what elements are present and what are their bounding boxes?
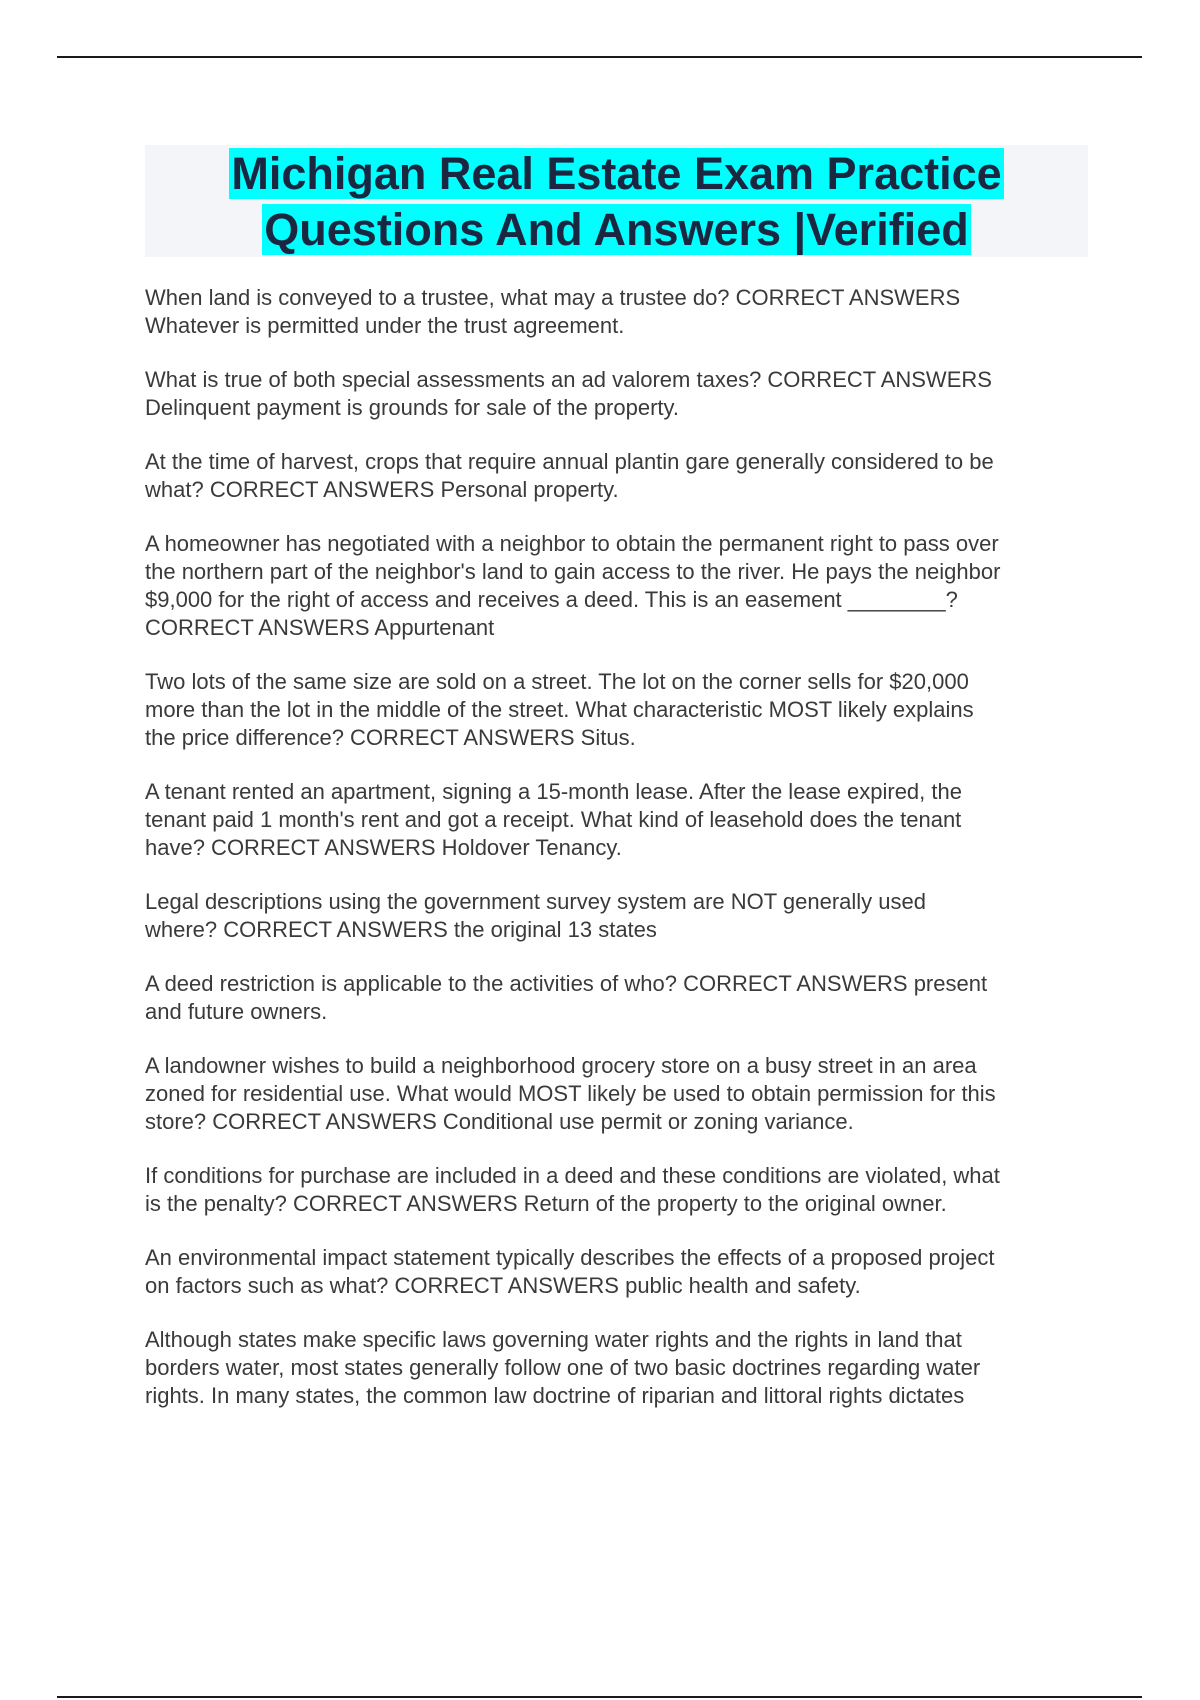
qa-item-10: If conditions for purchase are included in a deed and these conditions are violated, what is the penalty? CORRECT ANSWERS Return of the property to the original owner. [145, 1163, 1000, 1216]
qa-list [145, 284, 1090, 1436]
qa-item-3: At the time of harvest, crops that require annual plantin gare generally considered to be what? CORRECT ANSWERS Personal property. [145, 449, 994, 502]
qa-item-12: Although states make specific laws governing water rights and the rights in land that borders water, most states generally follow one of two basic doctrines regarding water rights. In many states, the common law doctrine of riparian and littoral rights dictates [145, 1327, 981, 1408]
qa-item-1: When land is conveyed to a trustee, what may a trustee do? CORRECT ANSWERS Whatever is permitted under the trust agreement. [145, 285, 961, 338]
title-line-1: Michigan Real Estate Exam Practice [231, 148, 1002, 199]
qa-item-9: A landowner wishes to build a neighborhood grocery store on a busy street in an area zoned for residential use. What would MOST likely be used to obtain permission for this store? CORRECT ANSWERS Conditional use permit or zoning variance. [145, 1053, 996, 1134]
top-rule [57, 56, 1142, 58]
title-line-2: Questions And Answers |Verified [264, 204, 969, 255]
qa-item-6: A tenant rented an apartment, signing a 15-month lease. After the lease expired, the tenant paid 1 month's rent and got a receipt. What kind of leasehold does the tenant have? CORRECT ANSWERS Holdover Tenancy. [145, 779, 962, 860]
qa-item-11: An environmental impact statement typically describes the effects of a proposed project on factors such as what? CORRECT ANSWERS public health and safety. [145, 1245, 995, 1298]
document-title [145, 145, 1088, 258]
qa-item-5: Two lots of the same size are sold on a street. The lot on the corner sells for $20,000 more than the lot in the middle of the street. What characteristic MOST likely explains the price difference? CORRECT ANSWERS Situs. [145, 669, 974, 750]
title-band [145, 145, 1088, 257]
qa-item-4: A homeowner has negotiated with a neighbor to obtain the permanent right to pass over the northern part of the neighbor's land to gain access to the river. He pays the neighbor $9,000 for the right of access and receives a deed. This is an easement ________? CORRECT ANSWERS Appurtenant [145, 531, 1001, 640]
bottom-rule [57, 1696, 1142, 1698]
qa-item-8: A deed restriction is applicable to the activities of who? CORRECT ANSWERS present and future owners. [145, 971, 988, 1024]
qa-item-2: What is true of both special assessments an ad valorem taxes? CORRECT ANSWERS Delinquent payment is grounds for sale of the property. [145, 367, 992, 420]
qa-item-7: Legal descriptions using the government survey system are NOT generally used where? CORRECT ANSWERS the original 13 states [145, 889, 926, 942]
